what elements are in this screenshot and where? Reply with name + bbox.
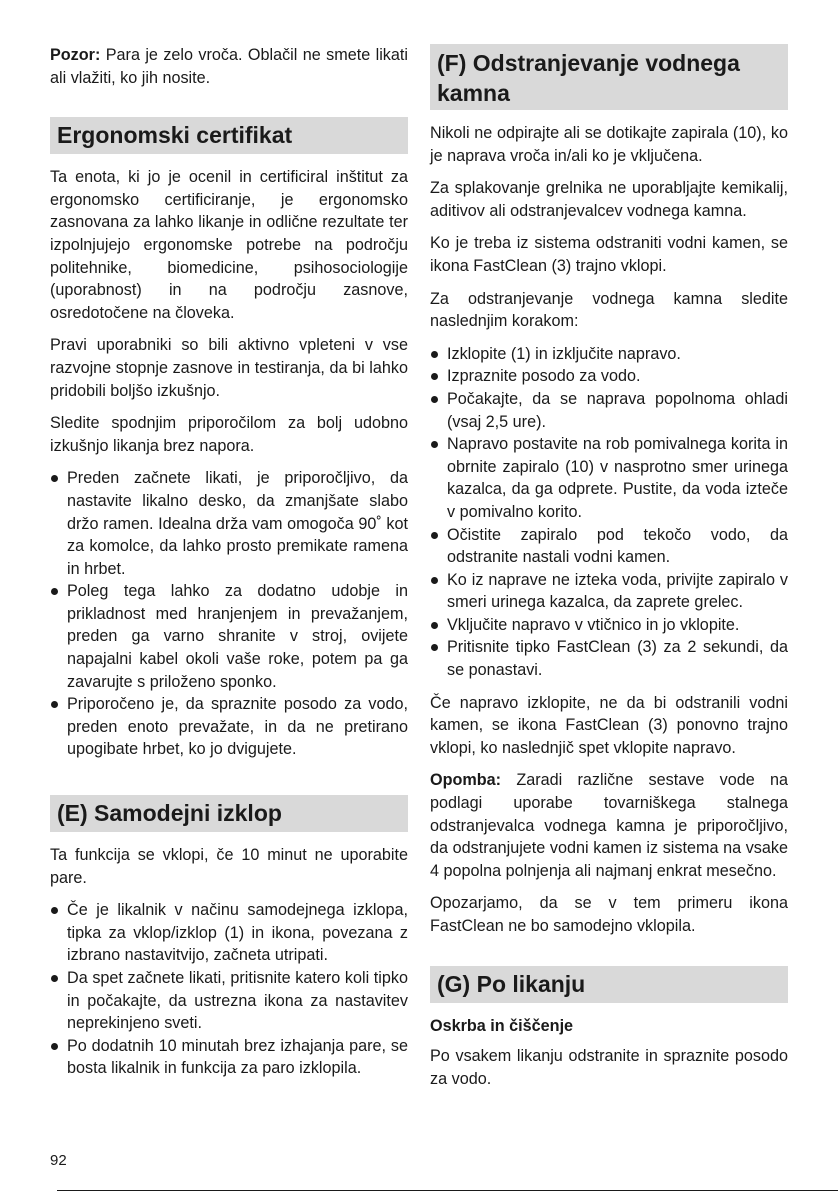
list-item — [430, 365, 788, 388]
bullet-icon — [431, 373, 438, 380]
footer-divider — [57, 1190, 838, 1191]
list-item-text: Vključite napravo v vtičnico in jo vklopite. — [447, 615, 740, 634]
bullet-icon — [431, 396, 438, 403]
bullet-icon — [51, 975, 58, 982]
note-text: Zaradi različne sestave vode na podlagi uporabe tovarniškega stalnega odstranjevalca vodnega kamna je priporočljivo, da odstranjujete vodni kamen iz sistema na vsake 4 popolna polnjenja ali najmanj enkrat mesečno. — [430, 771, 788, 880]
warning-paragraph — [50, 44, 408, 89]
list-item — [50, 467, 408, 580]
ergo-paragraph-1: Ta enota, ki jo je ocenil in certificiral inštitut za ergonomsko certificiranje, je ergonomsko zasnovana za lahko likanje in odlične rezultate ter izpolnjujejo ergonomske potrebe na področju politehnike, biomedicine, psihosociologije (uporabnost) in na področju zasnove, osredotočene na človeka. — [50, 168, 408, 322]
heading-after-ironing: (G) Po likanju — [430, 966, 788, 1003]
ergo-bullet-list — [50, 467, 408, 761]
list-item — [50, 580, 408, 693]
list-item — [430, 388, 788, 433]
bullet-icon — [431, 577, 438, 584]
descale-note — [430, 769, 788, 882]
list-item-text: Če je likalnik v načinu samodejnega izklopa, tipka za vklop/izklop (1) in ikona, povezana z izbrano nastavitvijo, začneta utripati. — [67, 901, 408, 965]
list-item — [430, 614, 788, 637]
bullet-icon — [51, 907, 58, 914]
descale-paragraph-2: Za splakovanje grelnika ne uporabljajte kemikalij, aditivov ali odstranjevalcev vodnega kamna. — [430, 179, 788, 220]
heading-descaling: (F) Odstranjevanje vodnega kamna — [430, 44, 788, 110]
bullet-icon — [431, 644, 438, 651]
subheading-care-cleaning: Oskrba in čiščenje — [430, 1016, 574, 1035]
list-item — [50, 693, 408, 761]
auto-paragraph-1: Ta funkcija se vklopi, če 10 minut ne uporabite pare. — [50, 846, 408, 887]
bullet-icon — [51, 701, 58, 708]
auto-bullet-list — [50, 899, 408, 1080]
ergo-paragraph-3: Sledite spodnjim priporočilom za bolj udobno izkušnjo likanja brez napora. — [50, 414, 408, 455]
descale-paragraph-4: Za odstranjevanje vodnega kamna sledite naslednjim korakom: — [430, 289, 788, 331]
note-label: Opomba: — [430, 771, 502, 790]
list-item — [430, 524, 788, 569]
list-item-text: Izklopite (1) in izključite napravo. — [447, 344, 681, 363]
list-item-text: Ko iz naprave ne izteka voda, privijte zapiralo v smeri urinega kazalca, da zaprete grelec. — [447, 570, 788, 612]
descale-paragraph-3: Ko je treba iz sistema odstraniti vodni kamen, se ikona FastClean (3) trajno vklopi. — [430, 234, 788, 275]
descale-paragraph-1: Nikoli ne odpirajte ali se dotikajte zapirala (10), ko je naprava vroča in/ali ko je vključena. — [430, 124, 788, 165]
descale-paragraph-6: Opozarjamo, da se v tem primeru ikona FastClean ne bo samodejno vklopila. — [430, 894, 788, 935]
descale-paragraph-5: Če napravo izklopite, ne da bi odstranili vodni kamen, se ikona FastClean (3) ponovno trajno vklopi, ko naslednjič spet vklopite napravo. — [430, 693, 788, 757]
heading-auto-off: (E) Samodejni izklop — [50, 795, 408, 832]
list-item-text: Napravo postavite na rob pomivalnega korita in obrnite zapiralo (10) v nasprotno smer urinega kazalca, da ga odprete. Pustite, da voda izteče v pomivalno korito. — [447, 435, 788, 521]
warning-label: Pozor: — [50, 46, 101, 64]
list-item-text: Očistite zapiralo pod tekočo vodo, da odstranite nastali vodni kamen. — [447, 525, 788, 567]
bullet-icon — [51, 588, 58, 595]
heading-ergonomic-certificate: Ergonomski certifikat — [50, 117, 408, 154]
ergo-paragraph-2: Pravi uporabniki so bili aktivno vpleteni v vse razvojne stopnje zasnove in testiranja, da bi lahko pridobili boljšo izkušnjo. — [50, 336, 408, 400]
list-item-text: Da spet začnete likati, pritisnite katero koli tipko in počakajte, da ustrezna ikona za nastavitev neprekinjeno sveti. — [67, 969, 408, 1033]
list-item — [430, 569, 788, 614]
list-item-text: Izpraznite posodo za vodo. — [447, 367, 641, 386]
list-item-text: Poleg tega lahko za dodatno udobje in prikladnost med hranjenjem in prevažanjem, preden ga varno shranite v stroj, ovijete napajalni kabel okoli vaše roke, potem pa ga zavarujte s priloženo sponko. — [67, 582, 408, 691]
left-column — [50, 44, 408, 1090]
bullet-icon — [431, 351, 438, 358]
page-number: 92 — [50, 1152, 67, 1169]
list-item — [50, 967, 408, 1035]
list-item-text: Po dodatnih 10 minutah brez izhajanja pare, se bosta likalnik in funkcija za paro izklopila. — [67, 1036, 408, 1078]
list-item-text: Pritisnite tipko FastClean (3) za 2 sekundi, da se ponastavi. — [447, 638, 788, 680]
right-column — [430, 44, 788, 1100]
list-item-text: Preden začnete likati, je priporočljivo, da nastavite likalno desko, da zmanjšate slabo držo ramen. Idealna drža vam omogoča 90˚ kot za komolce, da lahko prosto premikate ramena in hrbet. — [67, 469, 408, 578]
bullet-icon — [431, 532, 438, 539]
bullet-icon — [51, 475, 58, 482]
bullet-icon — [431, 441, 438, 448]
list-item — [50, 899, 408, 967]
list-item — [50, 1035, 408, 1080]
list-item-text: Priporočeno je, da spraznite posodo za vodo, preden enoto prevažate, in da ne pretirano upogibate hrbet, ko jo dvigujete. — [67, 695, 408, 759]
bullet-icon — [51, 1043, 58, 1050]
list-item — [430, 636, 788, 681]
list-item — [430, 433, 788, 523]
bullet-icon — [431, 622, 438, 629]
after-paragraph-1: Po vsakem likanju odstranite in spraznite posodo za vodo. — [430, 1047, 788, 1088]
list-item — [430, 343, 788, 366]
descale-bullet-list — [430, 343, 788, 682]
warning-text: Para je zelo vroča. Oblačil ne smete likati ali vlažiti, ko jih nosite. — [50, 46, 408, 87]
list-item-text: Počakajte, da se naprava popolnoma ohladi (vsaj 2,5 ure). — [447, 389, 788, 431]
